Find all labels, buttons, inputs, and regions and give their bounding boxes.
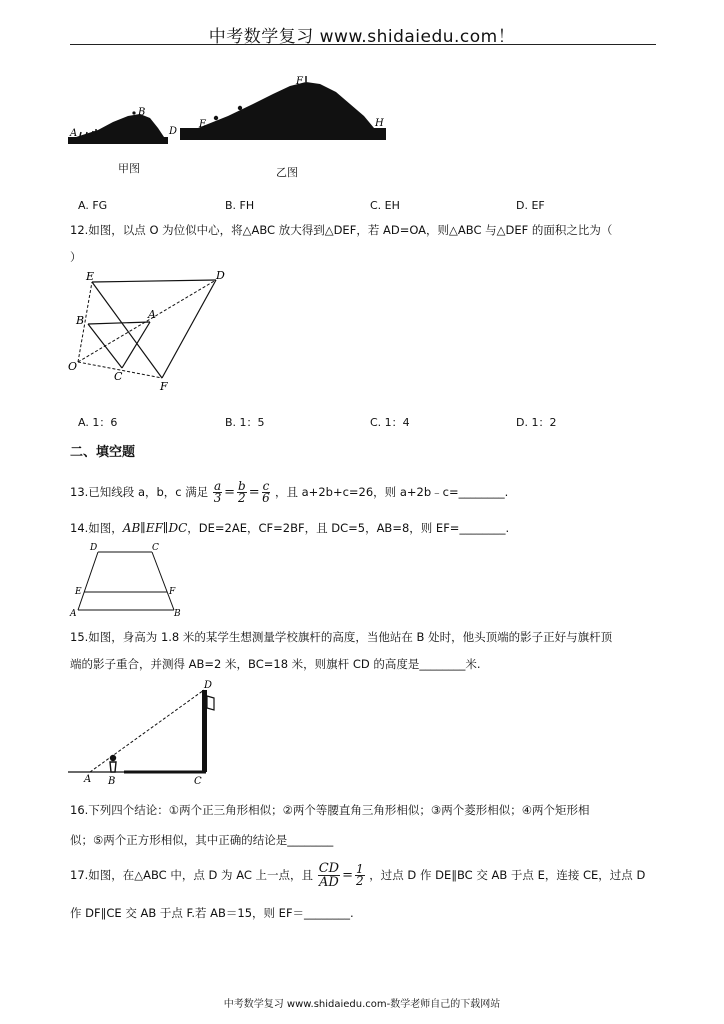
page-header: 中考数学复习 www.shidaiedu.com！ [208, 27, 516, 47]
q14-trapezoid-figure [66, 540, 186, 620]
q14-prefix: 14.如图， [70, 521, 123, 535]
q17-prefix: 17.如图，在△ABC 中，点 D 为 AC 上一点，且 [70, 868, 314, 882]
q12-label-f: F [160, 380, 168, 393]
label-d: D [169, 126, 178, 137]
q13-frac-c-num: c [262, 479, 270, 493]
q16-stem-line1: 16.下列四个结论：①两个正三角形相似；②两个等腰直角三角形相似；③两个菱形相似；④两个矩形相 [70, 803, 590, 817]
q12-label-c: C [114, 370, 123, 383]
q12-stem-line2: ） [70, 250, 82, 264]
q17-frac-half [355, 864, 365, 887]
q13-frac-c-den: 6 [262, 491, 270, 505]
q13-frac-b-den: 2 [238, 491, 246, 505]
q14-label-f: F [169, 587, 176, 597]
q13-frac-a-num: a [213, 479, 222, 493]
q11-option-a: A. FG [78, 199, 108, 212]
header-rule [70, 44, 656, 45]
q15-stem-line1: 15.如图，身高为 1.8 米的某学生想测量学校旗杆的高度，当他站在 B 处时，他头顶端的影子正好与旗杆顶 [70, 630, 613, 644]
q13-frac-b-num: b [238, 479, 246, 493]
q17-frac-2-num: 1 [355, 862, 364, 876]
label-a: A [70, 128, 78, 139]
q17-frac-1-num: CD [318, 861, 340, 876]
q17-stem-line1 [70, 860, 645, 891]
q13-eq-1: = [224, 484, 235, 500]
q12-stem-line1: 12.如图，以点 O 为位似中心，将△ABC 放大得到△DEF，若 AD=OA，则△ABC 与△DEF 的面积之比为（ [70, 223, 613, 237]
q17-eq: = [342, 867, 353, 883]
q11-option-d: D. EF [516, 199, 545, 212]
q15-label-a: A [84, 774, 92, 785]
q12-label-b: B [76, 314, 85, 327]
caption-figure-b: 乙图 [276, 166, 298, 179]
q12-label-a: A [148, 308, 156, 321]
q15-label-d: D [204, 680, 213, 691]
hill-figure-a [68, 111, 168, 144]
label-e: E [199, 119, 207, 130]
q12-option-a: A. 1：6 [78, 416, 118, 429]
q13-frac-c [262, 481, 271, 504]
q17-suffix: ，过点 D 作 DE∥BC 交 AB 于点 E，连接 CE，过点 D [369, 868, 646, 882]
q11-option-c: C. EH [370, 199, 400, 212]
hill-figure-b [180, 76, 386, 140]
q15-label-b: B [108, 776, 116, 787]
label-h: H [375, 118, 384, 129]
section-title-fill-blank: 二、填空题 [70, 445, 136, 460]
q12-option-b: B. 1：5 [225, 416, 265, 429]
q12-label-d: D [216, 269, 225, 282]
caption-figure-a: 甲图 [118, 162, 140, 175]
q15-stem-line2: 端的影子重合，并测得 AB=2 米，BC=18 米，则旗杆 CD 的高度是________米. [70, 657, 481, 671]
page-footer: 中考数学复习 www.shidaiedu.com-数学老师自己的下载网站 [223, 999, 501, 1010]
q14-label-e: E [75, 587, 82, 597]
q17-stem-line2: 作 DF∥CE 交 AB 于点 F.若 AB＝15，则 EF＝________. [70, 906, 354, 920]
q14-label-d: D [90, 543, 98, 553]
q13-stem [70, 478, 508, 507]
q15-label-c: C [194, 776, 202, 787]
q17-frac-2-den: 2 [355, 874, 364, 888]
q14-suffix: ，DE=2AE，CF=2BF，且 DC=5，AB=8，则 EF=________. [187, 521, 510, 535]
q14-label-c: C [152, 543, 159, 553]
q12-option-c: C. 1：4 [370, 416, 410, 429]
q13-suffix: ，且 a+2b+c=26，则 a+2b﹣c=________. [274, 485, 509, 499]
q12-homothety-figure [64, 268, 234, 396]
label-b: B [138, 107, 146, 118]
q11-option-b: B. FH [225, 199, 255, 212]
q16-stem-line2: 似；⑤两个正方形相似，其中正确的结论是________ [70, 833, 334, 847]
q13-prefix: 13.已知线段 a，b，c 满足 [70, 485, 209, 499]
label-f: F [296, 76, 303, 87]
q13-frac-b [237, 481, 247, 504]
q17-frac-1-den: AD [318, 875, 339, 890]
q13-frac-a-den: 3 [213, 491, 222, 505]
q12-label-e: E [86, 270, 95, 283]
q14-label-b: B [174, 609, 181, 619]
q15-flagpole-figure [66, 678, 226, 790]
q12-option-d: D. 1：2 [516, 416, 557, 429]
q17-frac-cd-ad [318, 862, 340, 889]
q14-parallel-expr: AB∥EF∥DC [122, 521, 188, 535]
q13-frac-a [213, 481, 222, 504]
q13-eq-2: = [248, 484, 260, 500]
q14-label-a: A [70, 609, 77, 619]
q14-stem [70, 521, 509, 536]
q12-label-o: O [68, 360, 78, 373]
